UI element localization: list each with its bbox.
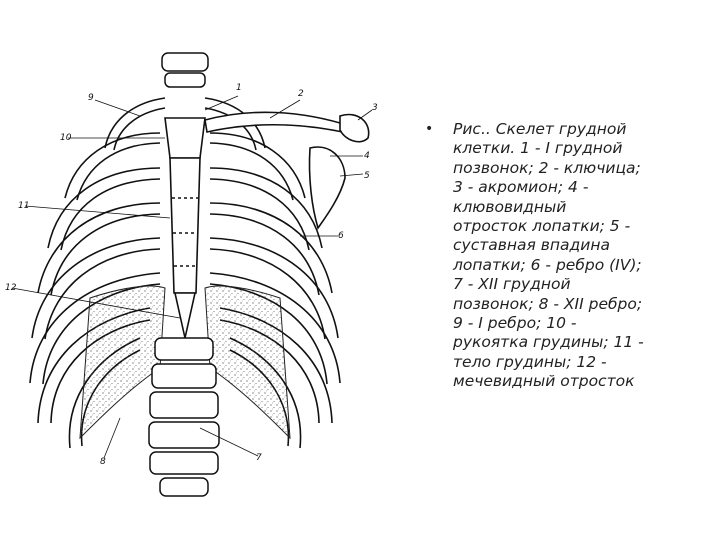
- caption-line: суставная впадина: [453, 236, 610, 255]
- label-9: 9: [88, 93, 94, 103]
- label-1: 1: [236, 83, 242, 93]
- rib-cage-illustration: [0, 38, 400, 508]
- label-7: 7: [256, 453, 262, 463]
- caption-line: рукоятка грудины; 11 -: [453, 333, 644, 352]
- caption-line: 7 - XII грудной: [453, 275, 571, 294]
- clavicle-scapula: [205, 112, 369, 228]
- label-3: 3: [372, 103, 378, 113]
- label-4: 4: [364, 151, 370, 161]
- label-11: 11: [18, 201, 30, 211]
- caption-line: тело грудины; 12 -: [453, 352, 607, 371]
- caption-line: позвонок; 2 - ключица;: [453, 158, 641, 177]
- caption-line: мечевидный отросток: [453, 372, 635, 391]
- figure-caption: [453, 120, 693, 392]
- caption-line: 9 - I ребро; 10 -: [453, 314, 577, 333]
- label-8: 8: [100, 457, 106, 467]
- bullet-marker: •: [425, 121, 434, 137]
- caption-line: 3 - акромион; 4 -: [453, 178, 589, 197]
- sternum: [165, 118, 205, 338]
- label-6: 6: [338, 231, 344, 241]
- label-10: 10: [60, 133, 72, 143]
- label-2: 2: [298, 89, 304, 99]
- rib-cage-drawing: [0, 38, 400, 508]
- caption-line: отросток лопатки; 5 -: [453, 217, 631, 236]
- caption-line: позвонок; 8 - XII ребро;: [453, 294, 643, 313]
- caption-line: лопатки; 6 - ребро (IV);: [453, 255, 642, 274]
- caption-line: Рис.. Скелет грудной: [453, 120, 627, 138]
- caption-line: клетки. 1 - I грудной: [453, 139, 623, 158]
- label-5: 5: [364, 171, 370, 181]
- caption-line: клювовидный: [453, 197, 567, 216]
- label-12: 12: [5, 283, 17, 293]
